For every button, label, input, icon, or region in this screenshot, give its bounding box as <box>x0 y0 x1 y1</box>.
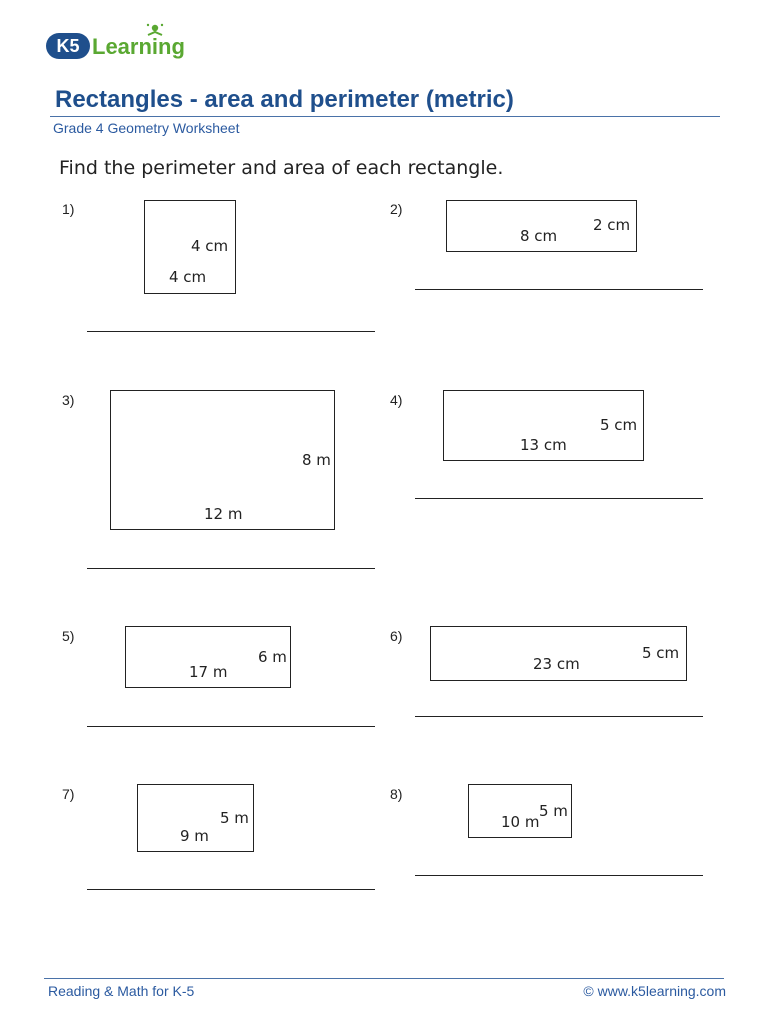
width-label: 9 m <box>180 827 209 845</box>
width-label: 10 m <box>501 813 540 831</box>
k5-learning-logo <box>44 22 204 66</box>
width-label: 8 cm <box>520 227 558 245</box>
width-label: 17 m <box>189 663 228 681</box>
problem-number: 1) <box>62 201 75 217</box>
answer-line[interactable] <box>87 568 375 569</box>
answer-line[interactable] <box>415 289 703 290</box>
worksheet-subtitle: Grade 4 Geometry Worksheet <box>53 120 240 136</box>
svg-text:Learning: Learning <box>92 34 185 59</box>
height-label: 5 m <box>220 809 249 827</box>
answer-line[interactable] <box>415 716 703 717</box>
problem-number: 5) <box>62 628 75 644</box>
problem-number: 6) <box>390 628 403 644</box>
problem-number: 2) <box>390 201 403 217</box>
answer-line[interactable] <box>415 875 703 876</box>
width-label: 23 cm <box>533 655 580 673</box>
problem-number: 8) <box>390 786 403 802</box>
height-label: 5 cm <box>642 644 680 662</box>
instruction-text: Find the perimeter and area of each rectangle. <box>59 157 504 179</box>
width-label: 13 cm <box>520 436 567 454</box>
title-divider <box>50 116 720 117</box>
footer-divider <box>44 978 724 979</box>
answer-line[interactable] <box>415 498 703 499</box>
height-label: 2 cm <box>593 216 631 234</box>
answer-line[interactable] <box>87 726 375 727</box>
height-label: 5 cm <box>600 416 638 434</box>
width-label: 12 m <box>204 505 243 523</box>
footer-website-link[interactable]: © www.k5learning.com <box>583 983 726 999</box>
height-label: 6 m <box>258 648 287 666</box>
footer-tagline: Reading & Math for K-5 <box>48 983 195 999</box>
answer-line[interactable] <box>87 889 375 890</box>
height-label: 5 m <box>539 802 568 820</box>
problem-number: 7) <box>62 786 75 802</box>
problem-number: 4) <box>390 392 403 408</box>
height-label: 8 m <box>302 451 331 469</box>
problem-number: 3) <box>62 392 75 408</box>
worksheet-title: Rectangles - area and perimeter (metric) <box>55 86 514 113</box>
svg-text:K5: K5 <box>56 36 80 56</box>
answer-line[interactable] <box>87 331 375 332</box>
width-label: 4 cm <box>169 268 207 286</box>
height-label: 4 cm <box>191 237 229 255</box>
